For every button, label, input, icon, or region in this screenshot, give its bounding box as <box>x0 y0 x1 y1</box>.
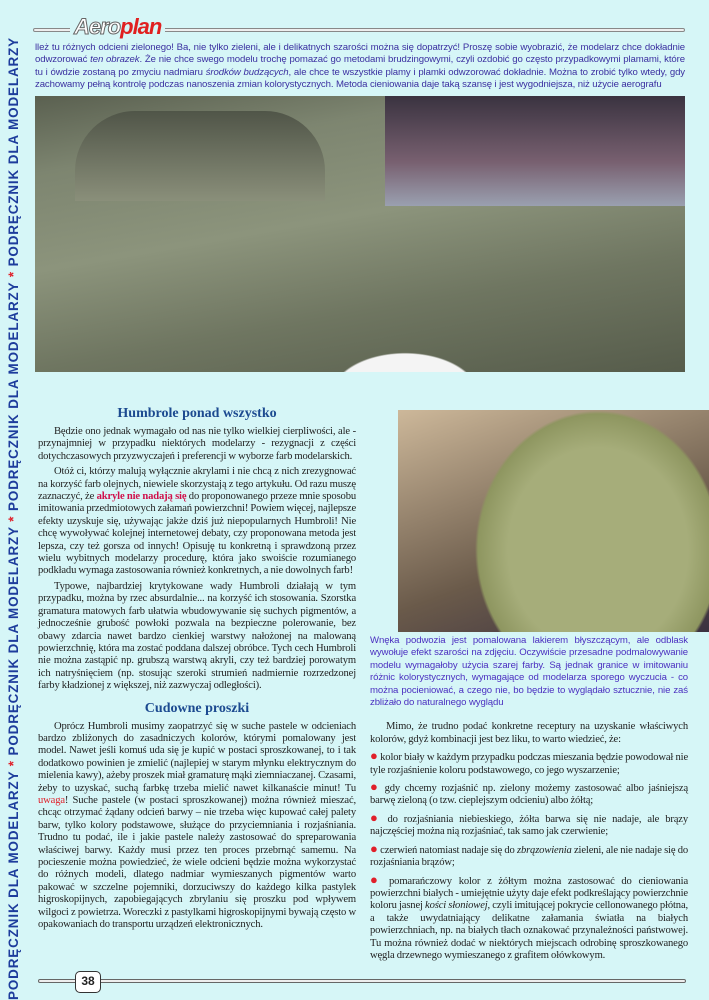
wheel-well-photo <box>398 410 709 632</box>
right-column <box>370 721 688 962</box>
top-block <box>35 42 685 372</box>
logo: Aeroplan <box>70 14 165 40</box>
intro-paragraph: lleż tu różnych odcieni zielonego! Ba, nie tylko zieleni, ale i delikatnych szarości można się dopatrzyć! Proszę sobie wyobrazić, że modelarz chce dokładnie odwzorować ten obrazek. Że nie chce swego modelu trochę pomazać go metodami brudzingowymi, czyli ozdobić go często przypadkowymi plamami, które tu i ówdzie zostaną po zmyciu nadmiaru środków budzących, ale chce te wszystkie plamy i plamki odwzorować dokładnie. Można to zrobić tylko wtedy, gdy zachowamy pełną kontrolę podczas nanoszenia zmian kolorystycznych. Metoda cieniowania daje taką szansę i jest wygodniejsza, niż użycie aerografu <box>35 42 685 91</box>
paragraph: Typowe, najbardziej krytykowane wady Humbroli działają w tym przypadku, można by rzec absurdalnie... na korzyść ich stosowania. Szorstka gramatura matowych farb ułatwia wbudowywanie się suchych pigmentów, a jednocześnie grubość powłoki pozwala na bezpieczne polerowanie, bez obawy zdarcia nawet bardzo cienkiej warstwy nałożonej na malowaną powierzchnię, która ma zostać poddana dalszej obróbce. Tych cech Humbroli nie można zastąpić np. grubszą warstwą akryli, czy też bardziej porowatym ich natryśnięciem (np. stosując szeroki strumień nadmiernie rozrzedzonej farby kładzionej z większej, niż zazwyczaj odległości). <box>38 580 356 692</box>
list-item: ● pomarańczowy kolor z żółtym można zastosować do cieniowania powierzchni białych - umiejętnie użyty daje efekt podkreślający powierzchnie koloru jasnej kości słoniowej, czyli imitującej pokrycie cellonowanego płótna, a także uwydatniający delikatne załamania światła na białych powierzchniach, np. na białych tłach oznakować przynależności państwowej. Tu można również dodać w niektórych miejscach odrobinę sproszkowanego węgla drzewnego wymieszanego z grafitem ołówkowym. <box>370 871 688 961</box>
sidebar-banner <box>0 0 30 1000</box>
list-item: ● czerwień natomiast nadaje się do zbrązowienia zieleni, ale nie nadaje się do rozjaśniania brązów; <box>370 840 689 869</box>
paragraph: Otóż ci, którzy malują wyłącznie akrylami i nie chcą z nich zrezygnować na korzyść farb olejnych, niewiele skorzystają z tego artykułu. Od razu muszę zaznaczyć, że akryle nie nadają się do proponowanego przeze mnie sposobu imitowania przedmiotowych załamań powierzchni! Powiem więcej, najlepsze efekty uzyskuje się, używając jakże dziś już niepopularnych Humbroli! Nie chcę wywoływać kolejnej internetowej debaty, czy proponowana metoda jest lepsza, czy też gorsza od innych! Opisuję tu konkretną i sprawdzoną przez wielu wybitnych modelarzy procedurę, która jako swoiście rozumianego podkładu wymaga zastosowania również konkretnych, a nie dowolnych farb! <box>38 466 356 577</box>
page-number: 38 <box>75 971 101 993</box>
photo-caption: Wnęka podwozia jest pomalowana lakierem błyszczącym, ale odblask wywołuje efekt szarości na zdjęciu. Oczywiście przesadne podmalowywanie modelu wymagałoby użycia szarej farby. Są jednak granice w imitowaniu różnic kolorystycznych, wymagające od modelarza sporego wyczucia - co można pocieniować, a czego nie, bo będzie to wyglądało sztucznie, nie zaś zbliżało do naturalnego wyglądu <box>370 635 688 709</box>
cockpit-canopy <box>75 111 325 201</box>
bullet-icon: ● <box>370 748 378 764</box>
section-heading: Humbrole ponad wszystko <box>117 406 277 421</box>
section-heading: Cudowne proszki <box>144 700 250 716</box>
list-item: ● gdy chcemy rozjaśnić np. zielony możemy zastosować albo jaśniejszą barwę zieloną (o tzw. cieplejszym odcieniu) albo żółtą; <box>370 779 688 807</box>
footer-rule <box>38 979 686 983</box>
sidebar-text: PODRĘCZNIK DLA MODELARZY * PODRĘCZNIK DLA MODELARZY * PODRĘCZNIK DLA MODELARZY * PODRĘCZNIK DLA MODELARZY <box>6 37 21 1000</box>
list-item: ● kolor biały w każdym przypadku podczas mieszania będzie powodował nie tyle rozjaśnienie koloru podstawowego, co jego wyszarzenie; <box>370 748 688 776</box>
paragraph: Będzie ono jednak wymagało od nas nie tylko wielkiej cierpliwości, ale - przynajmniej w przypadku niektórych modelarzy - rezygnacji z części dotychczasowych przyzwyczajeń i preferencji w wyborze farb modelarskich. <box>38 426 356 462</box>
left-column <box>38 406 356 934</box>
bullet-icon: ● <box>370 840 378 856</box>
paragraph: Mimo, że trudno podać konkretne receptury na uzyskanie właściwych kolorów, gdyż kombinacji jest bez liku, to warto wiedzieć, że: <box>370 721 688 745</box>
aircraft-fuselage-photo <box>35 96 685 372</box>
paragraph: Oprócz Humbroli musimy zaopatrzyć się w suche pastele w odcieniach bardzo zbliżonych do zasadniczych kolorów, którymi pomalowany jest model. Nawet jeśli komuś uda się je kupić w postaci sproszkowanej, to i tak dodatkowo powinien je zmielić (najlepiej w starym młynku elektrycznym do mielenia kawy), ażeby proszek miał gramaturę mąki ziemniaczanej. Czasami, żeby to uzyskać, suchą farbkę trzeba mielić nawet kilkanaście minut! Tu uwaga! Suche pastele (w postaci sproszkowanej) można również mieszać, chcąc otrzymać żądany odcień barwy – nie trzeba więc kupować całej palety barw, tylko kolory podstawowe, służące do przyciemniania i rozjaśniania. Trudno tu podać, ile i jakie pastele należy zastosować do spreparowania właściwej barwy. Każdy musi przez ten proces przebrnąć samemu. Na pocieszenie można powiedzieć, że wiele odcieni będzie można wykorzystać do różnych modeli, dlatego nadmiar wymieszanych pigmentów warto pakować w szczelne pojemniki, dorzuciwszy do każdego kilka pastylek higroskopijnych, zapobiegających zbrylaniu się proszku pod wpływem wilgoci z powietrza. Woreczki z pastylkami higroskopijnymi bywają często w opakowaniach do transportu urządzeń elektronicznych. <box>38 720 356 931</box>
bullet-icon: ● <box>370 871 383 887</box>
list-item: ● do rozjaśniania niebieskiego, żółta barwa się nie nadaje, ale brązy najczęściej można nią rozjaśniać, tak samo jak czerwienie; <box>370 809 688 838</box>
right-block <box>370 635 688 966</box>
bullet-icon: ● <box>370 779 381 795</box>
bullet-icon: ● <box>370 809 382 825</box>
